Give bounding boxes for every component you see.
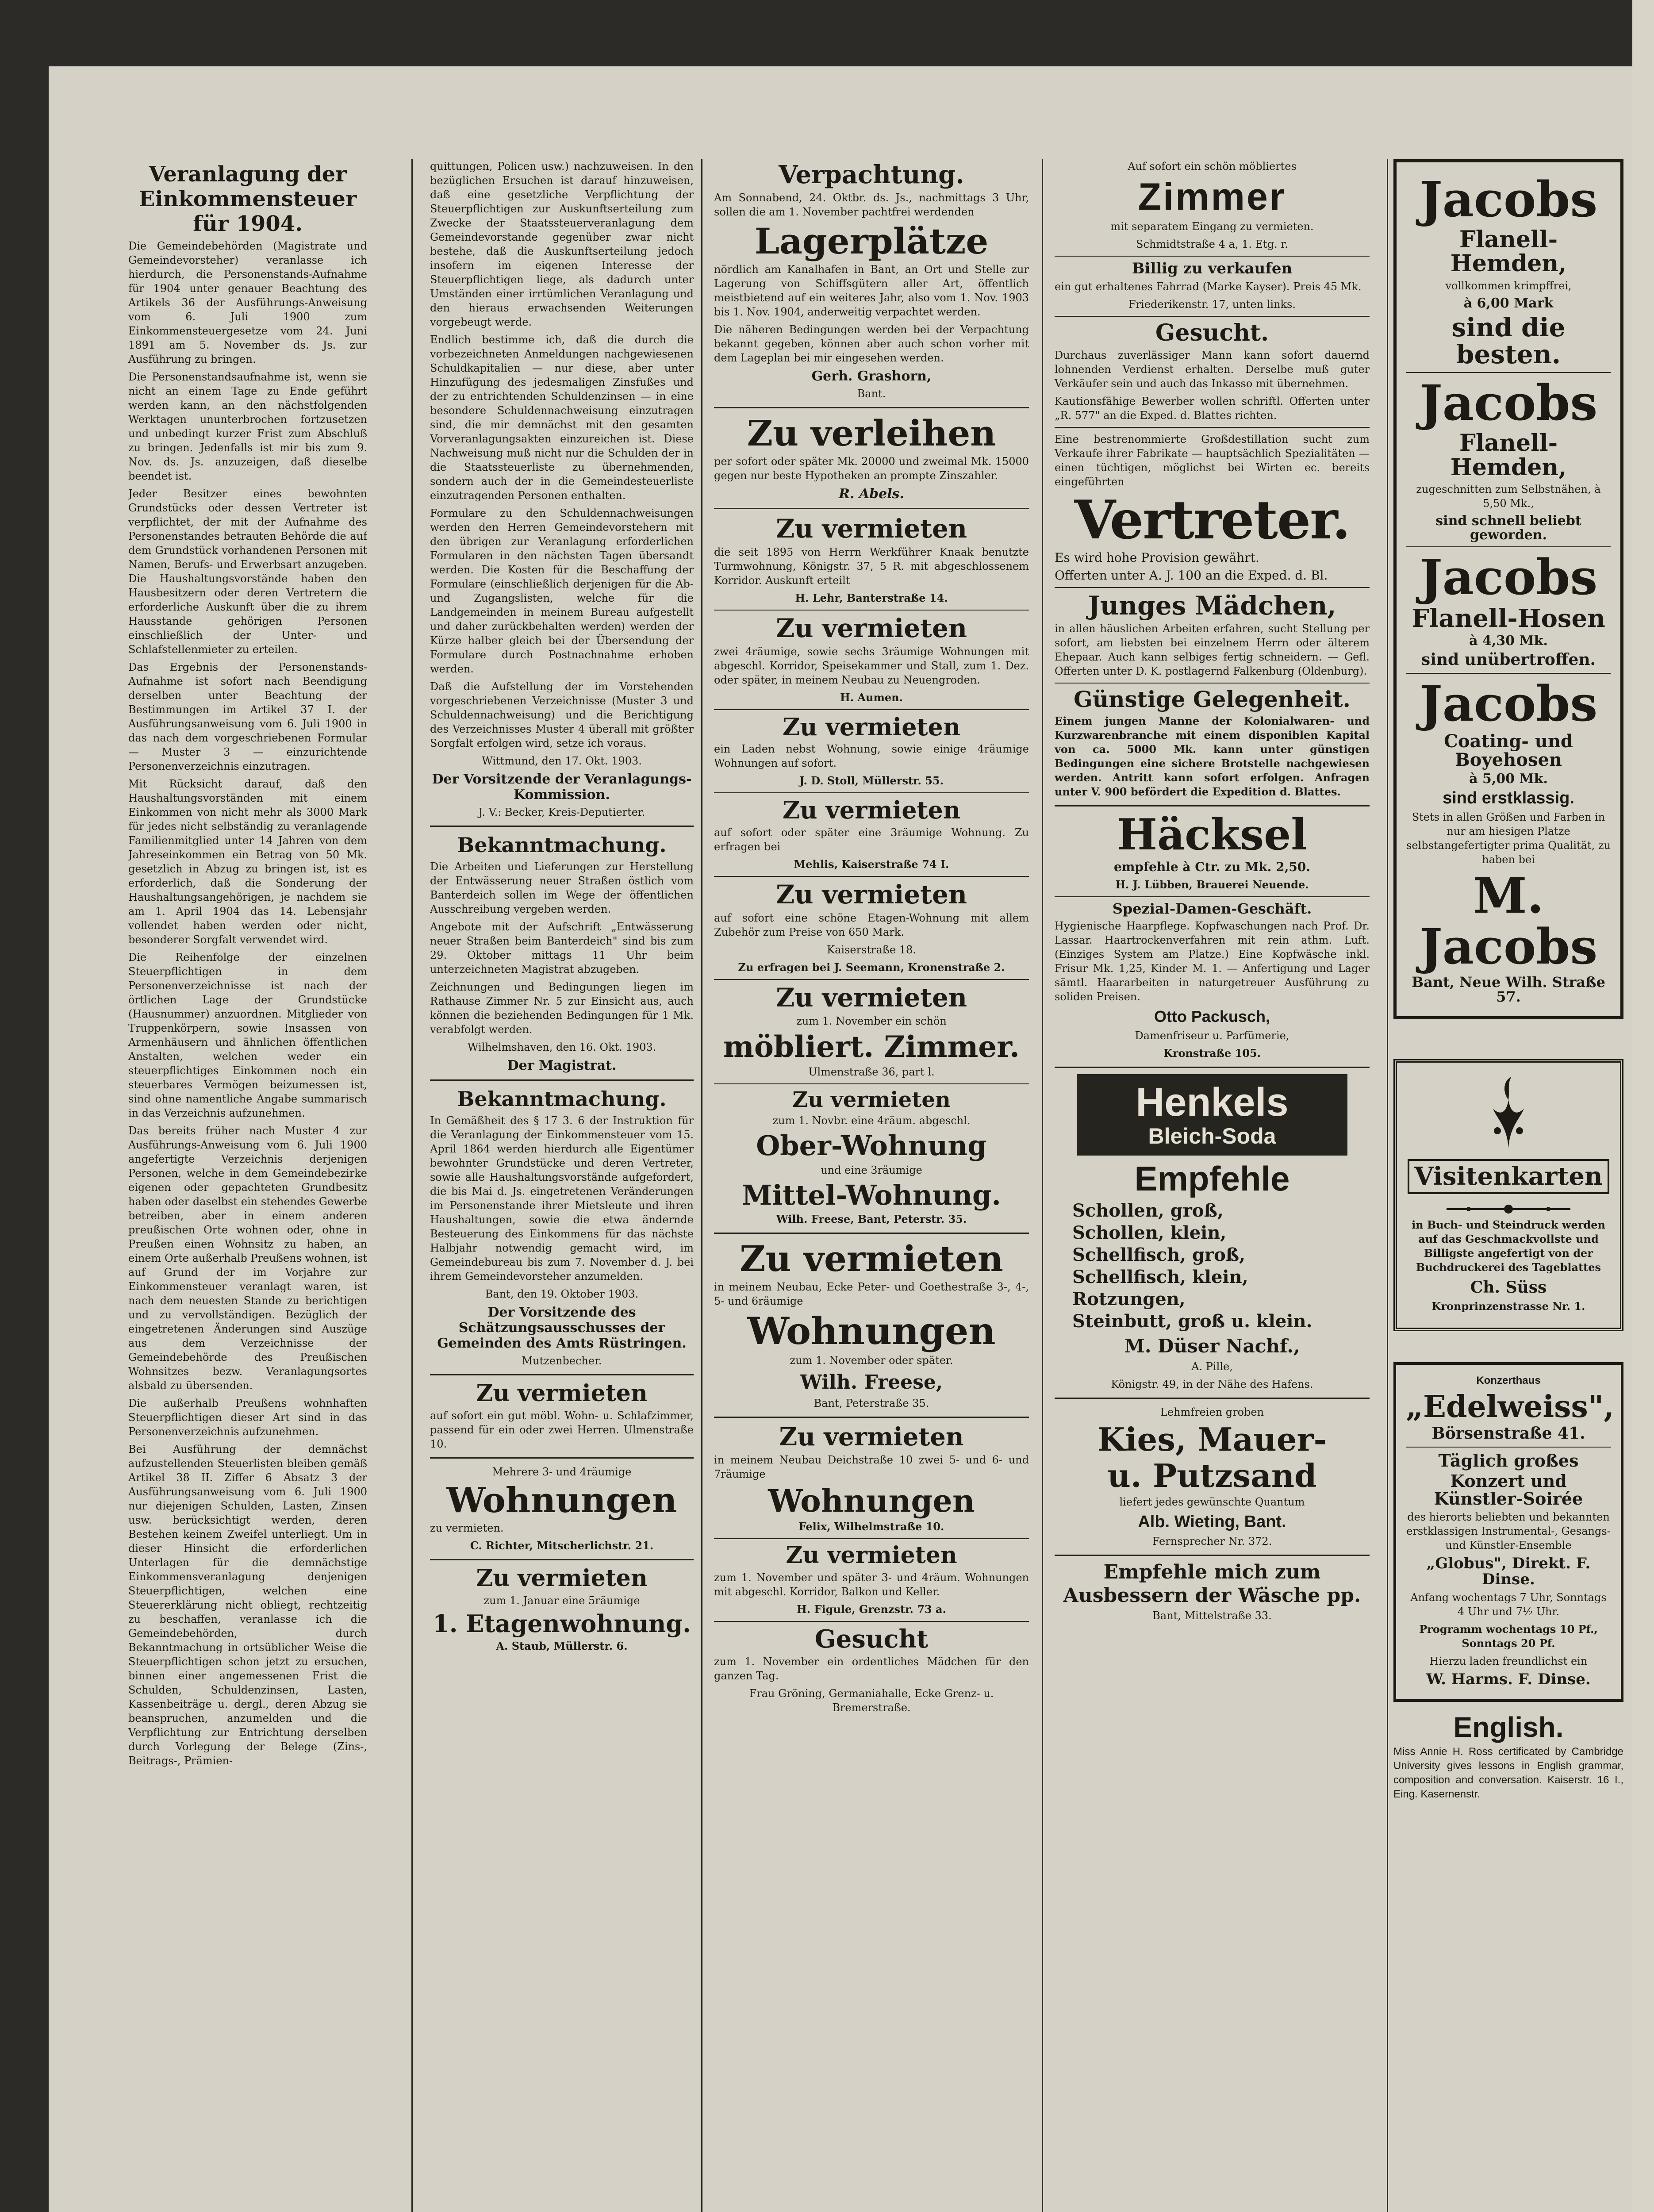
ad-title-big: Häcksel <box>1117 809 1307 860</box>
ad-claim: sind unübertroffen. <box>1421 650 1596 669</box>
paragraph: Daß die Aufstellung der im Vorstehenden vorgeschriebenen Verzeichnisse (Muster 3 und Schuldennachweisung) und die Berichtigung des Verzeichnisses Muster 4 überall mit größter Sorgfalt erfolgen wird, setze ich voraus. <box>430 680 694 749</box>
ad-title: Zu vermieten <box>476 1380 648 1407</box>
ad-subtitle: Flanell-Hosen <box>1412 603 1605 633</box>
ad-title: Zu vermieten <box>786 1542 957 1569</box>
ad-sign: Felix, Wilhelmstraße 10. <box>798 1520 944 1533</box>
english-ad <box>1393 1713 1623 1801</box>
paragraph: Die außerhalb Preußens wohnhaften Steuerpflichtigen dieser Art sind in das Personenverzeichnis aufzunehmen. <box>128 1397 367 1438</box>
ad-title: Junges Mädchen, <box>1088 590 1336 621</box>
divider <box>714 979 1029 980</box>
ad-text: Bant, Mittelstraße 33. <box>1152 1609 1272 1622</box>
ad-place: Bant. <box>857 387 886 400</box>
divider <box>1055 256 1370 257</box>
paragraph: Mit Rücksicht darauf, daß den Haushaltungsvorständen mit einem Einkommen von nicht mehr als 3000 Mark für jedes nicht selbständig zu veranlagende Familienmitglied unter 14 Jahren von dem Jahreseinkommen ein Betrag von 50 Mk. gesetzlich in Abzug zu bringen ist, ist es erforderlich, daß die Sonderung der Haushaltungsangehörigen, je nachdem sie am 1. April 1904 das 14. Lebensjahr vollendet haben werden oder nicht, besonderer Sorgfalt verwendet wird. <box>128 778 367 946</box>
ad-title: Gesucht. <box>1155 319 1269 346</box>
paragraph: Angebote mit der Aufschrift „Entwässerung neuer Straßen beim Banterdeich" sind bis zum 29. Oktober mittags 11 Uhr beim unterzeichneten Magistrat abzugeben. <box>430 921 694 975</box>
ad-title: Günstige Gelegenheit. <box>1074 686 1351 713</box>
list-item: Rotzungen, <box>1072 1289 1186 1310</box>
divider <box>714 1538 1029 1539</box>
date-line: Bant, den 19. Oktober 1903. <box>485 1288 639 1300</box>
divider <box>1406 1447 1611 1448</box>
paragraph: In Gemäßheit des § 17 3. 6 der Instruktion für die Veranlagung der Einkommensteuer vom 15. April 1864 werden hierdurch alle Eigentümer bewohnter Grundstücke und deren Vertreter, sowie alle Haushaltungsvorstände aufgefordert, die bis Mai d. Js. eingetretenen Veränderungen im Personenstande ihrer Mietsleute und ihren Haushaltungen, sowie die etwa ändernde Besteuerung des Einkommens für das nächste Halbjahr notwendig gemacht wird, im Gemeindebureau bis zum 7. November d. J. bei ihrem Gemeindevorsteher anzumelden. <box>430 1114 694 1283</box>
ad-title-big: Mittel-Wohnung. <box>742 1179 1001 1211</box>
ad-text: nördlich am Kanalhafen in Bant, an Ort und Stelle zur Lagerung von Schiffsgütern aller Art, öffentlich meistbietend auf ein weiteres Jahr, also vom 1. Nov. 1903 bis 1. Nov. 1904, anderweitig verpachtet werden. <box>714 263 1029 318</box>
ad-text: Anfang wochentags 7 Uhr, Sonntags 4 Uhr und 7½ Uhr. <box>1410 1591 1607 1618</box>
ad-text: Offerten unter A. J. 100 an die Exped. d. Bl. <box>1055 568 1328 583</box>
ad-sign: M. Düser Nachf., <box>1124 1335 1300 1357</box>
ad-title: Zu vermieten <box>782 796 961 825</box>
ad-sign: W. Harms. F. Dinse. <box>1426 1670 1591 1688</box>
column-rule <box>1387 159 1388 2212</box>
ad-sign: Wilh. Freese, Bant, Peterstr. 35. <box>776 1212 967 1225</box>
paragraph: Das Ergebnis der Personenstands-Aufnahme ist sofort nach Beendigung derselben unter Beachtung der Bestimmungen im Artikel 37 I. der Ausführungsanweisung vom 6. Juli 1900 in das nach dem vorgeschriebenen Formular — Muster 3 — einzurichtende Personenverzeichnis einzutragen. <box>128 661 367 772</box>
paragraph: Die Reihenfolge der einzelnen Steuerpflichtigen in dem Personenverzeichnisse ist nach der örtlichen Lage der Grundstücke (Hausnummer) anzuordnen. Mitglieder von Truppenkörpern, sowie Insassen von Armenhäusern und ähnlichen öffentlichen Anstalten, welchen weder ein steuerpflichtiges Einkommen noch ein steuerbares Vermögen beizumessen ist, sind ohne namentliche Angabe summarisch in das Verzeichnis aufzunehmen. <box>128 951 367 1119</box>
ad-sign: Otto Packusch, <box>1154 1007 1270 1026</box>
ad-sign: Wilh. Freese, <box>800 1371 943 1394</box>
fleuron-icon <box>1480 1073 1537 1153</box>
ad-title-big: Zimmer <box>1138 176 1286 218</box>
signature: Der Vorsitzende des Schätzungsausschusses der Gemeinden des Amts Rüstringen. <box>437 1305 687 1351</box>
ad-text: Kaiserstraße 18. <box>827 943 916 956</box>
divider <box>1055 427 1370 428</box>
ad-text: Schmidtstraße 4 a, 1. Etg. r. <box>1136 238 1288 251</box>
jacobs-ad <box>1393 159 1623 1019</box>
ad-subtitle: Coating- und Boyehosen <box>1444 730 1573 770</box>
ad-text: zugeschnitten zum Selbstnähen, à 5,50 Mk., <box>1416 483 1601 510</box>
paragraph: Bei Ausführung der demnächst aufzustellenden Steuerlisten bleiben gemäß Artikel 38 II. Ziffer 6 Absatz 3 der Ausführungsanweisung vom 6. Juli 1900 nur diejenigen Schulden, Lasten, Zinsen usw. berücksichtigt werden, deren Bestehen keinem Zweifel unterliegt. Um in dieser Hinsicht die erforderlichen Unterlagen für die demnächstige Einkommensveranlagung denjenigen Steuerpflichtigen, welchen eine Steuererklärung nicht obliegt, rechtzeitig zu beschaffen, veranlasse ich die Gemeindebehörden, durch Bekanntmachung in ortsüblicher Weise die Steuerpflichtigen schon jetzt zu ersuchen, binnen einer angemessenen Frist die Schulden, Schuldenzinsen, Lasten, Kassenbeiträge u. dergl., deren Abzug sie beanspruchen, anzumelden und die Verpflichtung zur Entrichtung derselben durch Vorlegung der Belege (Zins-, Beitrags-, Prämien- <box>128 1443 367 1767</box>
ad-sign: Mehlis, Kaiserstraße 74 I. <box>794 857 949 871</box>
ad-address: Bant, Neue Wilh. Straße 57. <box>1412 973 1605 1006</box>
ad-title: Visitenkarten <box>1408 1159 1609 1194</box>
ad-text: zum 1. November und später 3- und 4räum. Wohnungen mit abgeschl. Korridor, Balkon und Keller. <box>714 1571 1029 1598</box>
ad-text: in meinem Neubau, Ecke Peter- und Goethestraße 3-, 4-, 5- und 6räumige <box>714 1280 1029 1307</box>
ad-title: Zu vermieten <box>775 613 967 643</box>
column-5 <box>1393 159 1623 2212</box>
ad-title-big: Wohnungen <box>768 1482 975 1519</box>
ad-text: Die näheren Bedingungen werden bei der Verpachtung bekannt gegeben, können aber auch schon vorher mit dem Lageplan bei mir eingesehen werden. <box>714 323 1029 364</box>
paragraph: Endlich bestimme ich, daß die durch die vorbezeichneten Anmeldungen nachgewiesenen Schuldkapitalien — nur diese, aber unter Hinzufügung des jedesmaligen Zinsfußes und der zu entrichtenden Schuldenzinsen — in eine besondere Schuldennachweisung einzutragen sind, die mir demnächst mit den gesamten Vorveranlagungsakten einzureichen ist. Diese Nachweisung muß nicht nur die Schulden der in die Staatssteuerliste zu übernehmenden, sondern auch der in die Gemeindesteuerliste einzutragenden Personen enthalten. <box>430 334 694 502</box>
ad-text: Damenfriseur u. Parfümerie, <box>1135 1029 1289 1042</box>
ad-text: Es wird hohe Provision gewährt. <box>1055 550 1259 565</box>
ad-title: Zu vermieten <box>775 982 967 1013</box>
ad-text: Königstr. 49, in der Nähe des Hafens. <box>1111 1378 1313 1391</box>
divider <box>1055 1398 1370 1399</box>
ad-title-big: Wohnungen <box>747 1309 996 1353</box>
ad-title-big: u. Putzsand <box>1107 1456 1317 1494</box>
ad-title: Spezial-Damen-Geschäft. <box>1112 900 1312 917</box>
divider <box>714 1233 1029 1234</box>
ad-title-big: Lagerplätze <box>754 220 989 262</box>
paragraph: Die Gemeindebehörden (Magistrate und Gemeindevorsteher) veranlasse ich hierdurch, die Personenstands-Aufnahme für 1904 unter genauer Beachtung des Artikels 36 der Ausführungs-Anweisung vom 6. Juli 1900 zum Einkommensteuergesetze vom 24. Juni 1891 am 5. November ds. Js. zur Ausführung zu bringen. <box>128 240 367 365</box>
ad-subtitle: Täglich großes <box>1438 1450 1579 1471</box>
divider <box>430 1559 694 1560</box>
ad-text: in Buch- und Steindruck werden auf das Geschmackvollste und Billigste angefertigt von der Buchdruckerei des Tageblattes <box>1412 1218 1605 1274</box>
ad-title: Zu vermieten <box>782 712 961 741</box>
ad-title: Zu vermieten <box>775 513 967 544</box>
ad-subtitle: Konzert und Künstler-Soirée <box>1434 1471 1583 1509</box>
ad-title-big: Jacobs <box>1419 171 1598 228</box>
ad-text: auf sofort oder später eine 3räumige Wohnung. Zu erfragen bei <box>714 826 1029 853</box>
divider <box>430 1457 694 1459</box>
ad-text: vollkommen krimpffrei, <box>1445 279 1572 292</box>
visitenkarten-ad <box>1393 1059 1623 1331</box>
signature-name: Mutzenbecher. <box>522 1355 602 1367</box>
divider <box>714 610 1029 611</box>
divider <box>1406 546 1611 547</box>
divider <box>430 1079 694 1081</box>
ad-text: die seit 1895 von Herrn Werkführer Knaak benutzte Turmwohnung, Königstr. 37, 5 R. mit abgeschlossenem Korridor. Auskunft erteilt <box>714 545 1029 587</box>
divider <box>714 1417 1029 1418</box>
divider <box>1406 372 1611 373</box>
ad-title-big: Ausbessern der Wäsche pp. <box>1063 1584 1361 1607</box>
ad-text: Lehmfreien groben <box>1160 1406 1264 1419</box>
ad-address: Kronprinzenstrasse Nr. 1. <box>1431 1299 1585 1313</box>
ad-title: Billig zu verkaufen <box>1132 260 1293 278</box>
ad-text: Friederikenstr. 17, unten links. <box>1128 298 1296 311</box>
ad-sign: J. D. Stoll, Müllerstr. 55. <box>799 774 944 787</box>
ad-text: Bant, Peterstraße 35. <box>814 1397 929 1409</box>
paragraph: quittungen, Policen usw.) nachzuweisen. In den bezüglichen Ersuchen ist darauf hinzuweisen, daß eine gesetzliche Verpflichtung der Steuerpflichtigen zur Auskunftserteilung zum Zwecke der Staatssteuerveranlagung dem Gemeindevorstande gegenüber zwar nicht bestehe, daß die Auskunftserteilung jedoch insofern im eigenen Interesse der Steuerpflichtigen liege, als dadurch unter Umständen einer irrtümlichen Veranlagung und den hieraus erwachsenden Weiterungen vorgebeugt werde. <box>430 160 694 328</box>
ad-text: ein Laden nebst Wohnung, sowie einige 4räumige Wohnungen auf sofort. <box>714 743 1029 770</box>
ad-title: Zu vermieten <box>775 879 967 910</box>
ad-text: zum 1. Januar eine 5räumige <box>484 1594 640 1607</box>
ad-text: Hygienische Haarpflege. Kopfwaschungen nach Prof. Dr. Lassar. Haartrockenverfahren mit rein athm. Luft. (Einziges System am Platze.) Eine Kopfwäsche inkl. Frisur Mk. 1,25, Kinder M. 1. — Anfertigung und Lager sämtl. Haararbeiten in naturgetreuer Ausführung zu soliden Preisen. <box>1055 920 1370 1003</box>
ad-text: Durchaus zuverlässiger Mann kann sofort dauernd lohnenden Verdienst erhalten. Derselbe muß guter Verkäufer sein und auch das Inkasso mit übernehmen. <box>1055 349 1370 390</box>
list-item: Schollen, groß, <box>1072 1200 1224 1221</box>
divider <box>714 508 1029 509</box>
ad-title-big: „Edelweiss", <box>1406 1389 1614 1425</box>
ad-sign: R. Abels. <box>839 486 904 502</box>
divider <box>1055 683 1370 684</box>
ad-title: Gesucht <box>814 1624 929 1654</box>
ad-title: Zu vermieten <box>476 1565 648 1592</box>
ad-price: à 6,00 Mark <box>1463 295 1554 311</box>
ad-text: Fernsprecher Nr. 372. <box>1152 1535 1272 1548</box>
ad-text: ein gut erhaltenes Fahrrad (Marke Kayser). Preis 45 Mk. <box>1055 280 1362 293</box>
paragraph: Zeichnungen und Bedingungen liegen im Rathause Zimmer Nr. 5 zur Einsicht aus, auch können die beziehenden Bedingungen für 1 Mk. verabfolgt werden. <box>430 981 694 1036</box>
ad-text: zum 1. November oder später. <box>790 1354 953 1367</box>
ad-text: Kronstraße 105. <box>1163 1047 1261 1060</box>
ad-title-big: 1. Etagenwohnung. <box>433 1609 691 1638</box>
ad-text: Ulmenstraße 36, part l. <box>808 1066 935 1079</box>
ad-text: Eine bestrenommierte Großdestillation sucht zum Verkaufe ihrer Fabrikate — hauptsächlich Spezialitäten — einen tüchtigen, möglichst bei Wirten ec. bereits eingeführten <box>1055 433 1370 488</box>
list-item: Schollen, klein, <box>1072 1222 1227 1244</box>
notice-title: Bekanntmachung. <box>457 1087 667 1111</box>
ad-title-big: Jacobs <box>1419 549 1598 606</box>
ad-title-big: Kies, Mauer- <box>1097 1421 1327 1459</box>
ad-text: und eine 3räumige <box>821 1164 922 1176</box>
ad-text: zum 1. November ein schön <box>796 1014 947 1027</box>
paragraph: Das bereits früher nach Muster 4 zur Ausführungs-Anweisung vom 6. Juli 1900 angefertigte Verzeichnis derjenigen Personen, welche in dem Gemeindebezirke eigenen oder gepachteten Grundbesitz haben oder daselbst ein stehendes Gewerbe betreiben, aber in einem anderen preußischen Orte wohnen oder, ohne in Preußen einen Wohnsitz zu haben, an einem Orte außerhalb Preußens wohnen, ist auf Grund der im Vorjahre zur Einkommensteuer veranlagt waren, ist nach dem neuesten Stande zu berichtigen und zu vervollständigen. Bezüglich der eingetretenen Änderungen sind Auszüge aus dem Verzeichnisse der Gemeindebehörde des Preußischen Wohnsitzes bezw. Veranlagungsortes alsbald zu übersenden. <box>128 1125 367 1392</box>
ad-title: English. <box>1453 1711 1564 1743</box>
ad-text: mit separatem Eingang zu vermieten. <box>1110 220 1314 233</box>
ad-price: à 5,00 Mk. <box>1469 771 1548 787</box>
paragraph: Die Personenstandsaufnahme ist, wenn sie nicht an einem Tage zu Ende geführt werden kann, an den nächstfolgenden Werktagen ununterbrochen fortzusetzen und unbedingt kurzer Frist zum Abschluß zu bringen. Jedenfalls ist mir bis zum 9. Nov. ds. Js. anzuzeigen, daß dieselbe beendet ist. <box>128 371 367 482</box>
ad-title-big: Jacobs <box>1419 675 1598 733</box>
ad-claim: sind die besten. <box>1451 312 1566 369</box>
ad-sign: Frau Gröning, Germaniahalle, Ecke Grenz- u. Bremerstraße. <box>749 1687 994 1714</box>
ad-title: Zu vermieten <box>792 1087 951 1113</box>
henkels-logo <box>1077 1074 1347 1156</box>
ad-text: Kautionsfähige Bewerber wollen schriftl. Offerten unter „R. 577" an die Exped. d. Blattes richten. <box>1055 395 1370 422</box>
divider <box>1055 1555 1370 1556</box>
paragraph: Formulare zu den Schuldennachweisungen werden den Herren Gemeindevorstehern mit den übrigen zur Veranlagung erforderlichen Formularen in den nächsten Tagen übersandt werden. Die Kosten für die Beschaffung der Formulare (einschließlich derjenigen für die Ab- und Zugangslisten, welche für die Landgemeinden in meinem Bureau aufgestellt und daher zurückbehalten werden) werden der Kürze halber gleich bei der Übersendung der Formulare durch Postnachnahme erhoben werden. <box>430 507 694 675</box>
ad-sign: Zu erfragen bei J. Seemann, Kronenstraße 2. <box>738 960 1005 974</box>
ad-title-big: M. Jacobs <box>1419 867 1598 975</box>
ad-title: Zu vermieten <box>740 1237 1003 1279</box>
divider <box>1406 673 1611 674</box>
ad-title: Verpachtung. <box>779 160 964 189</box>
ad-sign: Alb. Wieting, Bant. <box>1138 1513 1286 1532</box>
ad-text: zwei 4räumige, sowie sechs 3räumige Wohnungen mit abgeschl. Korridor, Speisekammer und Stall, zum 1. Dez. oder später, in meinem Neubau zu Neuengroden. <box>714 645 1029 686</box>
ad-text: A. Pille, <box>1191 1360 1233 1373</box>
signature-name: J. V.: Becker, Kreis-Deputierter. <box>478 806 645 818</box>
ad-text: in allen häuslichen Arbeiten erfahren, sucht Stellung per sofort, am liebsten bei einzelnem Herrn oder älterem Ehepaar. Auch kann selbiges fertig schneidern. — Gefl. Offerten unter D. K. postlagernd Falkenburg (Oldenburg). <box>1055 622 1370 678</box>
divider <box>1055 316 1370 317</box>
divider <box>714 1083 1029 1084</box>
ad-title-big: möbliert. Zimmer. <box>723 1029 1020 1064</box>
ad-title-big: Ober-Wohnung <box>756 1129 987 1162</box>
column-rule <box>1042 159 1043 2212</box>
ad-title: Wohnungen <box>446 1480 677 1521</box>
ad-text: Auf sofort ein schön möbliertes <box>1128 160 1297 173</box>
ad-text: Konzerthaus <box>1476 1374 1541 1386</box>
divider <box>430 1374 694 1375</box>
ad-text: zu vermieten. <box>430 1522 504 1535</box>
divider <box>1055 896 1370 897</box>
ad-sign: Ch. Süss <box>1470 1278 1547 1297</box>
ad-text: zum 1. November ein ordentliches Mädchen für den ganzen Tag. <box>714 1655 1029 1682</box>
edelweiss-ad <box>1393 1362 1623 1702</box>
ad-sign: H. Lehr, Banterstraße 14. <box>795 591 948 604</box>
divider <box>1055 805 1370 806</box>
ad-text: Am Sonnabend, 24. Oktbr. ds. Js., nachmittags 3 Uhr, sollen die am 1. November pachtfrei werdenden <box>714 191 1029 218</box>
ad-text: Hierzu laden freundlichst ein <box>1429 1655 1588 1667</box>
ad-subtitle: Flanell-Hemden, <box>1450 429 1567 481</box>
column-1 <box>128 159 367 2212</box>
ad-title-big: Empfehle mich zum <box>1103 1561 1321 1584</box>
ad-price: à 4,30 Mk. <box>1469 633 1548 649</box>
ad-title: Zu vermieten <box>779 1422 964 1452</box>
ad-text: Mehrere 3- und 4räumige <box>492 1465 632 1478</box>
adjacent-page-edge <box>1632 0 1654 2212</box>
ad-text: zum 1. Novbr. eine 4räum. abgeschl. <box>772 1114 971 1127</box>
newspaper-page <box>49 66 1632 2212</box>
ad-claim: sind erstklassig. <box>1443 788 1574 807</box>
column-4 <box>1044 159 1380 2212</box>
ad-text: auf sofort ein gut möbl. Wohn- u. Schlafzimmer, passend für ein oder zwei Herren. Ulmenstraße 10. <box>430 1409 694 1450</box>
paragraph: Die Arbeiten und Lieferungen zur Herstellung der Entwässerung neuer Straßen östlich vom Banterdeich sollen im Wege der öffentlichen Ausschreibung vergeben werden. <box>430 860 694 915</box>
fish-list <box>1055 1200 1370 1333</box>
ad-subtitle: Flanell-Hemden, <box>1450 226 1567 277</box>
henkels-product: Bleich-Soda <box>1148 1124 1276 1149</box>
divider <box>430 826 694 827</box>
signature: Der Magistrat. <box>507 1058 617 1073</box>
notice-title: Bekanntmachung. <box>457 833 667 857</box>
ad-text: Miss Annie H. Ross certificated by Cambridge University gives lessons in English grammar, composition and conversation. Kaiserstr. 16 I., Eing. Kasernenstr. <box>1393 1745 1623 1800</box>
ad-sign: H. J. Lübben, Brauerei Neuende. <box>1115 878 1309 891</box>
ad-text: Stets in allen Größen und Farben in nur am hiesigen Platze selbstangefertigter prima Qualität, zu haben bei <box>1406 810 1611 866</box>
ad-title: Zu verleihen <box>747 412 996 454</box>
ad-text: auf sofort eine schöne Etagen-Wohnung mit allem Zubehör zum Preise von 650 Mark. <box>714 911 1029 938</box>
divider <box>1055 1067 1370 1068</box>
signature: Der Vorsitzende der Veranlagungs-Kommission. <box>432 772 692 803</box>
henkels-brand: Henkels <box>1136 1080 1289 1125</box>
ad-claim: sind schnell beliebt geworden. <box>1435 513 1581 543</box>
tax-notice-title: Veranlagung der Einkommensteuer für 1904. <box>138 162 357 236</box>
ad-title-big: Jacobs <box>1419 374 1598 432</box>
date-line: Wilhelmshaven, den 16. Okt. 1903. <box>467 1041 656 1053</box>
divider <box>1055 587 1370 588</box>
ad-text: empfehle à Ctr. zu Mk. 2,50. <box>1113 859 1311 874</box>
ad-sign: H. Figule, Grenzstr. 73 a. <box>797 1602 946 1616</box>
ad-title-big: Empfehle <box>1134 1159 1290 1198</box>
divider <box>714 709 1029 710</box>
divider <box>714 792 1029 793</box>
paragraph: Jeder Besitzer eines bewohnten Grundstücks oder dessen Vertreter ist verpflichtet, der mit der Aufnahme des Personenstandes betrauten Behörde die auf dem Grundstück vorhandenen Personen mit Namen, Berufs- und Erwerbsart anzugeben. Die Haushaltungsvorstände haben den Hausbesitzern oder deren Vertretern die erforderliche Auskunft über die zu ihrem Hausstande gehörigen Personen einschließlich der Unter- und Schlafstellenmieter zu erteilen. <box>128 488 367 656</box>
column-2 <box>420 159 703 2212</box>
list-item: Schellfisch, groß, <box>1072 1244 1246 1266</box>
column-3 <box>703 159 1040 2212</box>
list-item: Schellfisch, klein, <box>1072 1267 1248 1288</box>
ad-text: des hierorts beliebten und bekannten erstklassigen Instrumental-, Gesangs- und Künstler-Ensemble <box>1406 1511 1611 1552</box>
ad-text: liefert jedes gewünschte Quantum <box>1119 1496 1305 1509</box>
ad-text: Einem jungen Manne der Kolonialwaren- und Kurzwarenbranche mit einem disponiblen Kapital von ca. 5000 Mk. kann unter günstigen Bedingungen eine sichere Brotstelle nachgewiesen werden. Antritt kann sofort erfolgen. Anfragen unter V. 900 befördert die Expedition d. Blattes. <box>1055 714 1370 798</box>
ad-text: Programm wochentags 10 Pf., Sonntags 20 Pf. <box>1419 1622 1598 1650</box>
ornament-icon <box>1442 1200 1575 1218</box>
date-line: Wittmund, den 17. Okt. 1903. <box>482 755 642 767</box>
list-item: Steinbutt, groß u. klein. <box>1072 1311 1312 1332</box>
ad-text: per sofort oder später Mk. 20000 und zweimal Mk. 15000 gegen nur beste Hypotheken an prompte Zinszahler. <box>714 455 1029 482</box>
ad-sign: H. Aumen. <box>840 691 903 704</box>
ad-sign: C. Richter, Mitscherlichstr. 21. <box>470 1539 654 1552</box>
ad-name: „Globus", Direkt. F. Dinse. <box>1426 1555 1591 1589</box>
divider <box>714 876 1029 877</box>
ad-text: in meinem Neubau Deichstraße 10 zwei 5- und 6- und 7räumige <box>714 1453 1029 1480</box>
ad-sign: Gerh. Grashorn, <box>811 368 932 384</box>
divider <box>714 407 1029 408</box>
ad-sign: A. Staub, Müllerstr. 6. <box>496 1639 628 1652</box>
divider <box>714 1621 1029 1622</box>
ad-address: Börsenstraße 41. <box>1431 1424 1585 1443</box>
ad-title-big: Vertreter. <box>1074 488 1350 551</box>
column-rule <box>411 159 413 2212</box>
